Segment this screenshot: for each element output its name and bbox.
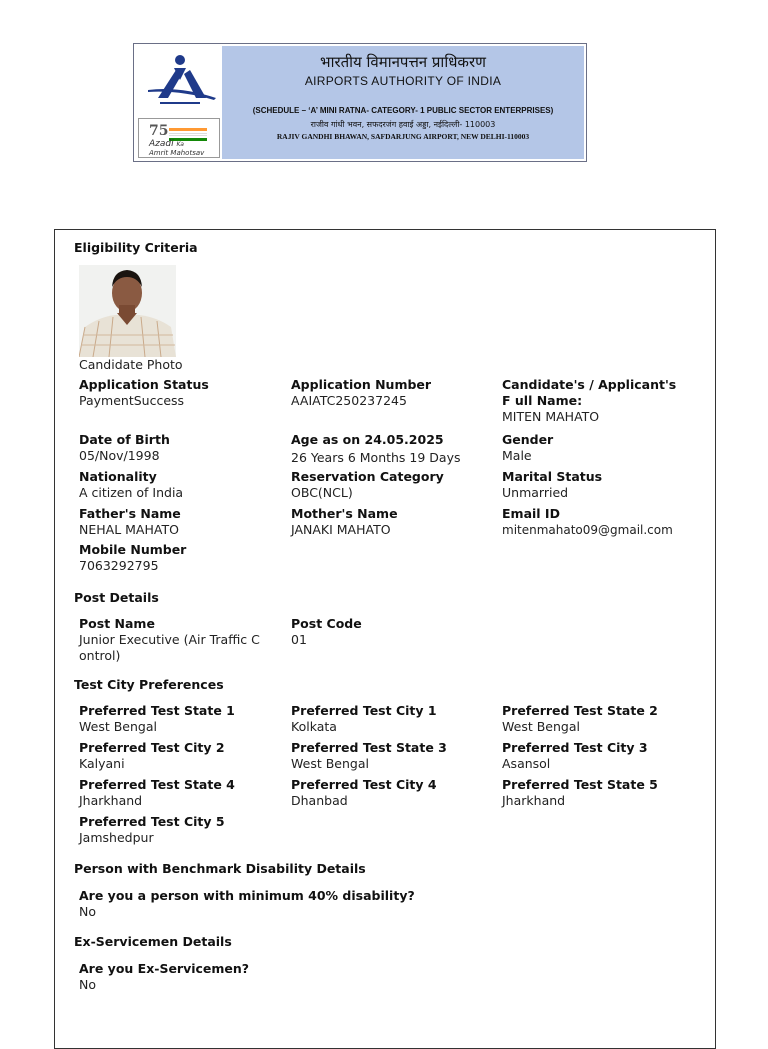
test-city-section-title: Test City Preferences <box>74 677 224 692</box>
field-label: Post Code <box>291 616 362 631</box>
candidate-photo <box>79 265 176 357</box>
field-value: Male <box>502 448 532 463</box>
nationality-field <box>79 469 269 501</box>
field-label: Preferred Test State 5 <box>502 777 658 792</box>
azadi-text <box>149 140 204 157</box>
azadi-line3: Amrit Mahotsav <box>149 149 205 157</box>
field-label: Preferred Test State 4 <box>79 777 235 792</box>
aai-logo-icon <box>140 50 220 110</box>
preferred-state-3-field <box>291 740 481 772</box>
exservicemen-section-title: Ex-Servicemen Details <box>74 934 232 949</box>
field-value: A citizen of India <box>79 485 184 500</box>
disability-question-field <box>79 888 499 920</box>
field-label: Mother's Name <box>291 506 398 521</box>
full-name-field <box>502 377 687 425</box>
preferred-state-5-field <box>502 777 692 809</box>
field-value: MITEN MAHATO <box>502 409 600 424</box>
candidate-photo-image <box>79 265 176 357</box>
gender-field <box>502 432 692 464</box>
field-value: 26 Years 6 Months 19 Days <box>291 450 461 465</box>
field-label: Application Status <box>79 377 209 392</box>
field-label: Email ID <box>502 506 560 521</box>
field-label: Candidate's / Applicant's F ull Name: <box>502 377 677 408</box>
schedule-text: (SCHEDULE – ‘A’ MINI RATNA- CATEGORY- 1 PUBLIC SECTOR ENTERPRISES) <box>252 106 554 115</box>
address-english: RAJIV GANDHI BHAWAN, SAFDARJUNG AIRPORT, NEW DELHI-110003 <box>276 132 530 141</box>
preferred-city-3-field <box>502 740 692 772</box>
field-value: West Bengal <box>502 719 580 734</box>
father-name-field <box>79 506 269 538</box>
field-value: Jharkhand <box>502 793 566 808</box>
preferred-state-2-field <box>502 703 692 735</box>
field-value: Kolkata <box>291 719 337 734</box>
field-label: Father's Name <box>79 506 181 521</box>
logo-panel <box>136 46 222 159</box>
field-label: Nationality <box>79 469 157 484</box>
application-number-field <box>291 377 481 409</box>
application-status-field <box>79 377 269 409</box>
post-details-section-title: Post Details <box>74 590 159 605</box>
field-label: Are you a person with minimum 40% disability? <box>79 888 415 903</box>
field-value: No <box>79 904 96 919</box>
field-value: NEHAL MAHATO <box>79 522 179 537</box>
field-value: 7063292795 <box>79 558 159 573</box>
mother-name-field <box>291 506 481 538</box>
field-value: Unmarried <box>502 485 569 500</box>
field-value: 01 <box>291 632 307 647</box>
field-value: Junior Executive (Air Traffic C ontrol) <box>79 632 260 663</box>
banner-title-panel <box>222 46 584 159</box>
preferred-city-2-field <box>79 740 269 772</box>
preferred-city-5-field <box>79 814 269 846</box>
header-banner <box>133 43 587 162</box>
preferred-state-4-field <box>79 777 269 809</box>
field-label: Are you Ex-Servicemen? <box>79 961 250 976</box>
field-label: Preferred Test City 3 <box>502 740 648 755</box>
field-label: Marital Status <box>502 469 603 484</box>
field-value: Asansol <box>502 756 551 771</box>
field-label: Preferred Test State 2 <box>502 703 658 718</box>
exservicemen-question-field <box>79 961 379 993</box>
english-title: AIRPORTS AUTHORITY OF INDIA <box>304 74 502 88</box>
field-value: 05/Nov/1998 <box>79 448 160 463</box>
field-value: mitenmahato09@gmail.com <box>502 523 673 537</box>
field-label: Preferred Test State 1 <box>79 703 235 718</box>
azadi-number: 75 <box>149 123 169 139</box>
dob-field <box>79 432 269 464</box>
field-value: Dhanbad <box>291 793 348 808</box>
email-field <box>502 506 702 538</box>
field-value: PaymentSuccess <box>79 393 185 408</box>
reservation-field <box>291 469 481 501</box>
preferred-city-1-field <box>291 703 481 735</box>
field-label: Date of Birth <box>79 432 170 447</box>
field-label: Preferred Test City 1 <box>291 703 437 718</box>
field-label: Mobile Number <box>79 542 187 557</box>
eligibility-section-title: Eligibility Criteria <box>74 240 198 255</box>
field-label: Reservation Category <box>291 469 444 484</box>
field-value: JANAKI MAHATO <box>291 522 391 537</box>
field-label: Application Number <box>291 377 432 392</box>
azadi-line2: Ka <box>176 141 184 148</box>
preferred-state-1-field <box>79 703 269 735</box>
field-label: Post Name <box>79 616 155 631</box>
azadi-line1: Azadi <box>149 139 174 149</box>
post-code-field <box>291 616 481 648</box>
field-value: No <box>79 977 96 992</box>
hindi-title: भारतीय विमानपत्तन प्राधिकरण <box>320 53 486 71</box>
age-field <box>291 432 481 466</box>
field-label: Preferred Test City 4 <box>291 777 437 792</box>
field-value: Kalyani <box>79 756 125 771</box>
field-label: Gender <box>502 432 554 447</box>
preferred-city-4-field <box>291 777 481 809</box>
mobile-number-field <box>79 542 269 574</box>
field-value: OBC(NCL) <box>291 485 353 500</box>
field-value: Jamshedpur <box>79 830 154 845</box>
field-label: Preferred Test City 5 <box>79 814 225 829</box>
field-label: Preferred Test City 2 <box>79 740 225 755</box>
field-label: Age as on 24.05.2025 <box>291 432 444 447</box>
post-name-field <box>79 616 264 664</box>
marital-status-field <box>502 469 692 501</box>
azadi-ka-amrit-mahotsav-logo <box>138 118 220 158</box>
field-value: AAIATC250237245 <box>291 393 407 408</box>
field-value: West Bengal <box>291 756 369 771</box>
disability-section-title: Person with Benchmark Disability Details <box>74 861 366 876</box>
field-label: Preferred Test State 3 <box>291 740 447 755</box>
field-value: West Bengal <box>79 719 157 734</box>
field-value: Jharkhand <box>79 793 143 808</box>
address-hindi: राजीव गांधी भवन, सफदरजंग हवाई अड्डा, नईदिल्ली- 110003 <box>310 120 496 129</box>
photo-caption: Candidate Photo <box>79 357 183 372</box>
